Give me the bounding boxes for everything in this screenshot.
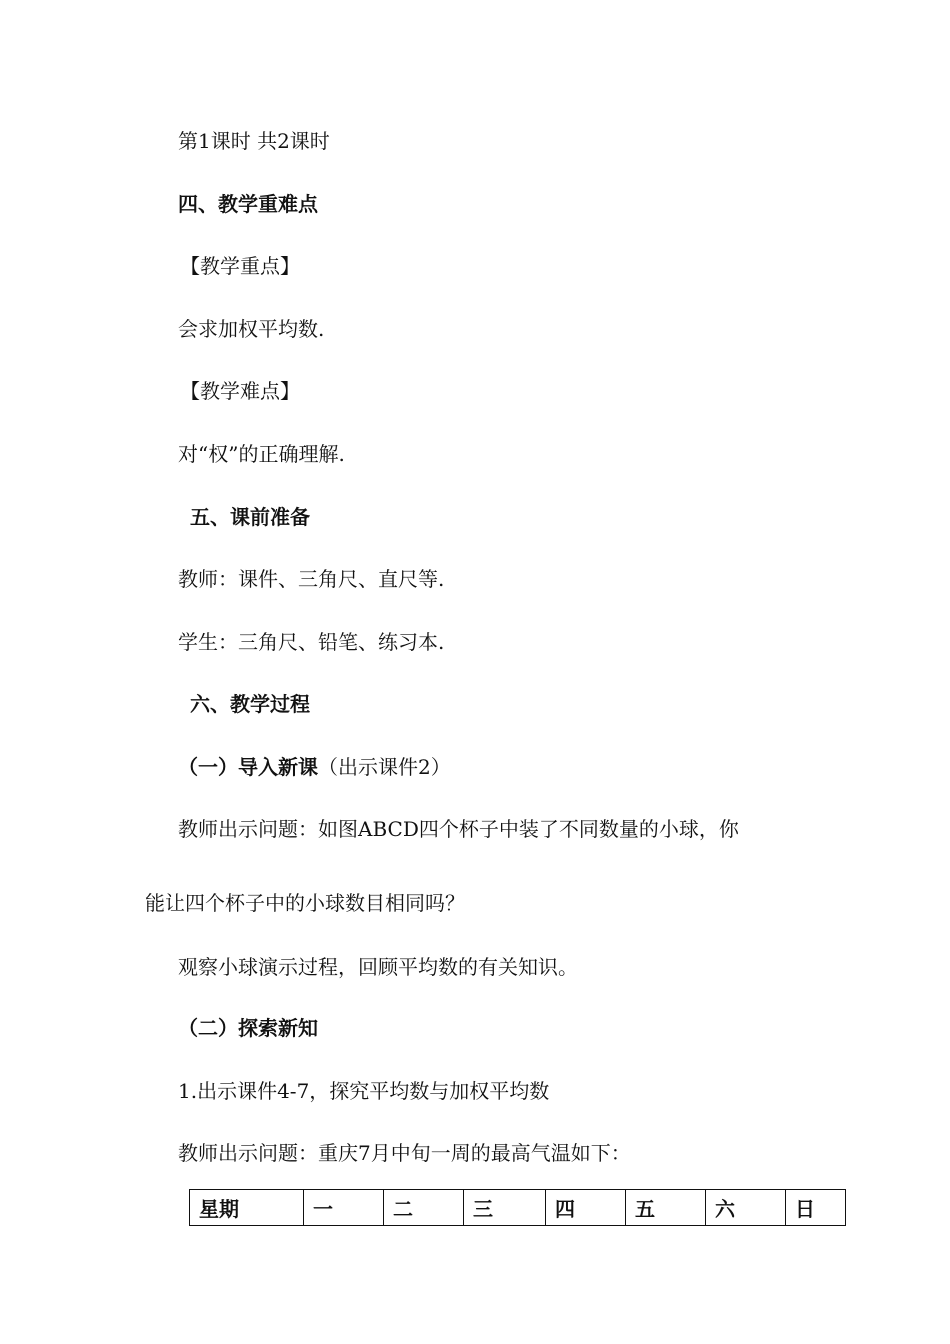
table-header-cell: 一 — [304, 1190, 384, 1226]
table-header-cell: 二 — [384, 1190, 464, 1226]
part-1-heading — [178, 753, 451, 781]
observe-text: 观察小球演示过程，回顾平均数的有关知识。 — [178, 955, 578, 979]
difficult-point-label: 【教学难点】 — [180, 379, 300, 403]
temperature-table — [189, 1189, 846, 1226]
student-prep: 学生：三角尺、铅笔、练习本. — [178, 630, 445, 654]
table-header-cell: 星期 — [190, 1190, 304, 1226]
table-header-cell: 四 — [546, 1190, 626, 1226]
table-header-cell: 日 — [786, 1190, 846, 1226]
section-5-heading: 五、课前准备 — [190, 505, 310, 529]
table-header-cell: 三 — [464, 1190, 546, 1226]
table-header-cell: 六 — [706, 1190, 786, 1226]
section-4-heading: 四、教学重难点 — [178, 192, 318, 216]
key-point-label: 【教学重点】 — [180, 254, 300, 278]
temperature-question: 教师出示问题：重庆7月中旬一周的最高气温如下： — [178, 1141, 631, 1165]
item-1-text: 1.出示课件4-7，探究平均数与加权平均数 — [178, 1079, 550, 1103]
table-header-cell: 五 — [626, 1190, 706, 1226]
part-1-heading-title: （一）导入新课 — [178, 755, 318, 779]
section-6-heading: 六、教学过程 — [190, 692, 310, 716]
part-2-heading: （二）探索新知 — [178, 1016, 318, 1040]
part-1-heading-note: （出示课件2） — [318, 755, 451, 779]
table-header-row — [190, 1190, 846, 1226]
difficult-point-text: 对“权”的正确理解. — [178, 442, 345, 466]
lesson-info: 第1课时 共2课时 — [178, 129, 330, 153]
question-line-1: 教师出示问题：如图ABCD四个杯子中装了不同数量的小球，你 — [178, 817, 739, 841]
key-point-text: 会求加权平均数. — [178, 317, 325, 341]
question-line-2: 能让四个杯子中的小球数目相同吗？ — [145, 891, 465, 915]
teacher-prep: 教师：课件、三角尺、直尺等. — [178, 567, 445, 591]
